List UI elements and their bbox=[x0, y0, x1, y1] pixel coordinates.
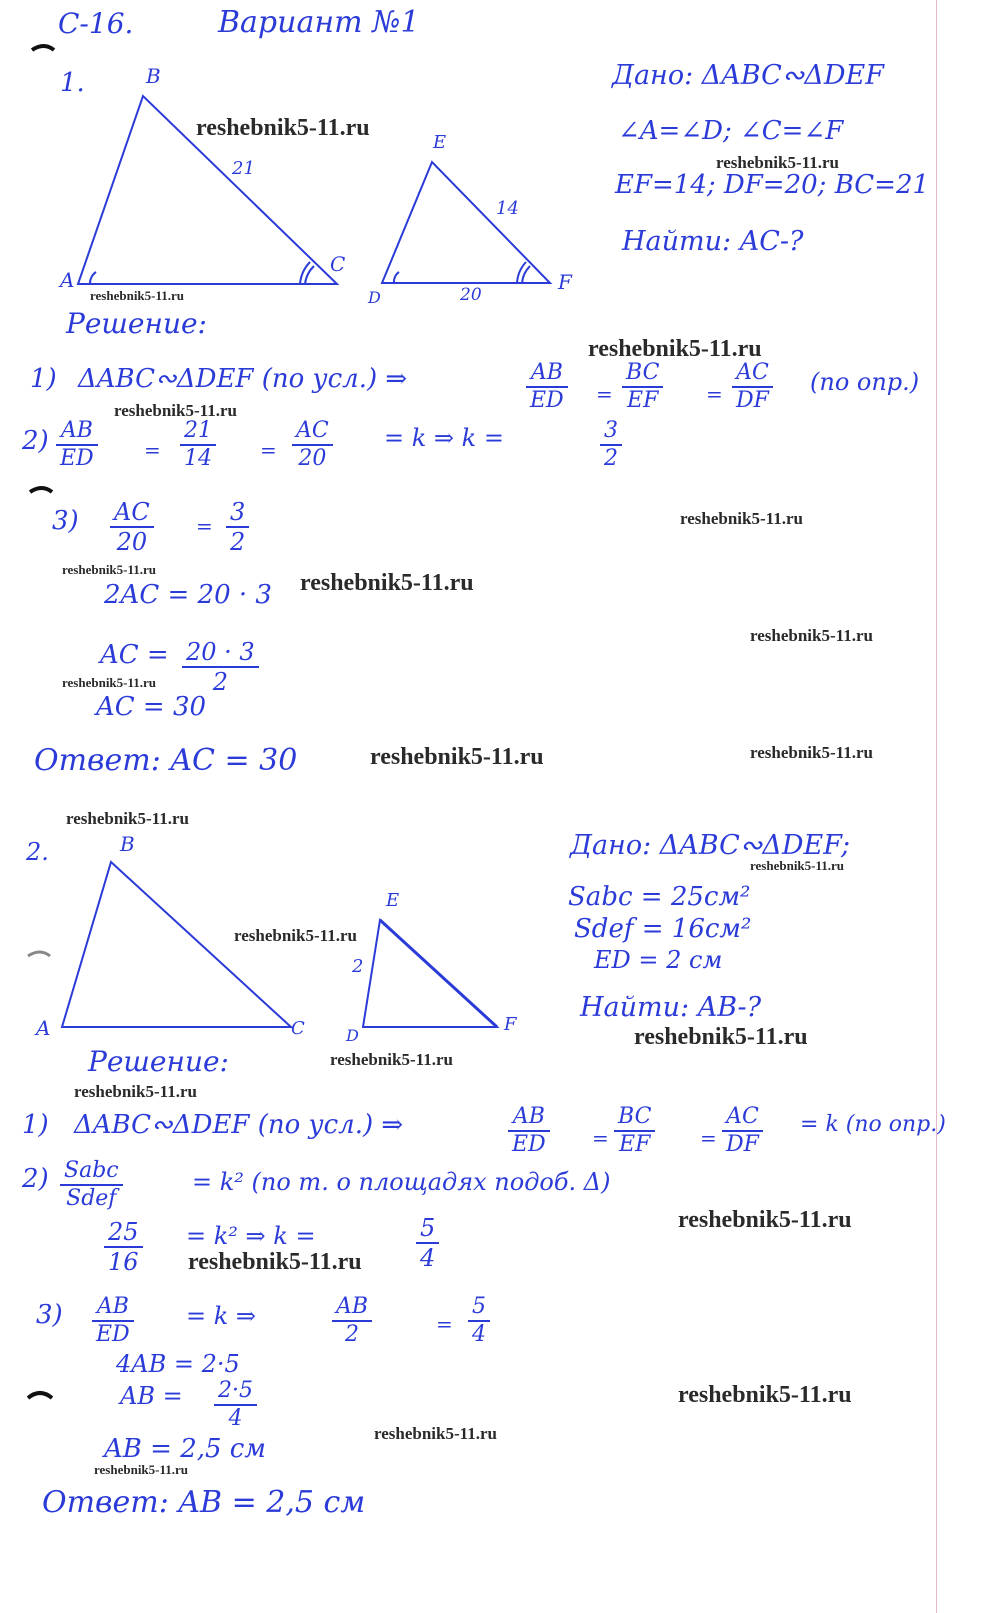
watermark: reshebnik5-11.ru bbox=[716, 153, 839, 172]
watermark: reshebnik5-11.ru bbox=[234, 926, 357, 945]
watermark: reshebnik5-11.ru bbox=[680, 509, 803, 528]
watermark: reshebnik5-11.ru bbox=[588, 336, 762, 362]
p1-side-bc: 21 bbox=[232, 158, 255, 179]
p1-solution-title: Решение: bbox=[66, 307, 207, 340]
p2-step2-frac1: Sabc Sdef bbox=[60, 1160, 123, 1210]
p1-step2-frac1: AB ED bbox=[56, 420, 98, 470]
p2-vertex-b: B bbox=[120, 832, 135, 856]
watermark: reshebnik5-11.ru bbox=[750, 626, 873, 645]
p1-step1-label: 1) bbox=[30, 364, 57, 394]
p1-step2-frac4: 3 2 bbox=[600, 420, 622, 470]
p2-step2-frac2: 25 16 bbox=[104, 1220, 143, 1274]
p2-step3-line4: AB = 2,5 см bbox=[104, 1434, 266, 1464]
p2-step3-line3-prefix: AB = bbox=[120, 1382, 183, 1410]
problem2-number: 2. bbox=[26, 838, 49, 866]
p2-given-s2: Sdef = 16см² bbox=[574, 914, 752, 944]
p1-given-angles: ∠A=∠D; ∠C=∠F bbox=[618, 116, 844, 146]
p1-step3-label: 3) bbox=[52, 506, 79, 536]
watermark: reshebnik5-11.ru bbox=[94, 1462, 189, 1477]
p2-given-title: Дано: ΔABC∾ΔDEF; bbox=[570, 830, 851, 861]
p1-given-title: Дано: ΔABC∾ΔDEF bbox=[612, 60, 884, 91]
p2-vertex-c: C bbox=[291, 1018, 305, 1039]
p2-step2-frac3: 5 4 bbox=[416, 1216, 439, 1270]
p2-solution-title: Решение: bbox=[88, 1045, 229, 1078]
p2-vertex-d: D bbox=[346, 1026, 359, 1045]
p2-step2-label: 2) bbox=[22, 1164, 49, 1194]
p1-vertex-b: B bbox=[146, 64, 161, 88]
p2-step2-eq: = k² (по т. о площадях подоб. Δ) bbox=[192, 1168, 611, 1196]
p1-side-df: 20 bbox=[460, 285, 482, 305]
watermark: reshebnik5-11.ru bbox=[74, 1082, 197, 1101]
p2-find: Найти: AB-? bbox=[580, 992, 762, 1023]
watermark: reshebnik5-11.ru bbox=[678, 1382, 852, 1408]
p2-step1-suffix: = k (по опр.) bbox=[800, 1112, 946, 1137]
p2-step3-frac4: 2·5 4 bbox=[214, 1380, 257, 1430]
watermark: reshebnik5-11.ru bbox=[374, 1424, 497, 1443]
p2-side-de: 2 bbox=[352, 956, 364, 977]
p2-vertex-f: F bbox=[504, 1014, 517, 1035]
watermark: reshebnik5-11.ru bbox=[370, 744, 544, 770]
p2-step1-frac2: BC EF bbox=[614, 1106, 655, 1156]
scan-mark bbox=[30, 488, 52, 492]
p1-step3-line4: AC = 30 bbox=[96, 692, 207, 722]
p2-step1-eq1: = bbox=[592, 1126, 609, 1150]
p1-vertex-a: A bbox=[60, 268, 75, 292]
p2-step1-label: 1) bbox=[22, 1110, 49, 1140]
p2-answer: Ответ: AB = 2,5 см bbox=[42, 1485, 366, 1520]
p1-vertex-c: C bbox=[330, 252, 346, 276]
p2-step1-frac3: AC DF bbox=[722, 1106, 763, 1156]
p1-step3-frac2: 3 2 bbox=[226, 500, 249, 554]
header-variant: Вариант №1 bbox=[218, 5, 420, 40]
p2-step1-text: ΔABC∾ΔDEF (по усл.) ⇒ bbox=[74, 1110, 404, 1140]
p1-step1-frac3: AC DF bbox=[732, 362, 773, 412]
watermark: reshebnik5-11.ru bbox=[66, 809, 189, 828]
p1-step1-eq1: = bbox=[596, 382, 613, 406]
watermark: reshebnik5-11.ru bbox=[300, 570, 474, 596]
p1-vertex-f: F bbox=[558, 270, 572, 294]
p2-step3-frac2: AB 2 bbox=[332, 1296, 372, 1346]
p2-step3-eq1: = k ⇒ bbox=[186, 1302, 257, 1330]
p1-step2-eq2: = bbox=[260, 438, 277, 462]
p1-step1-frac1: AB ED bbox=[526, 362, 568, 412]
watermark: reshebnik5-11.ru bbox=[114, 401, 237, 420]
p1-step3-frac1: AC 20 bbox=[110, 500, 154, 554]
scan-mark bbox=[28, 952, 50, 956]
p2-step3-frac1: AB ED bbox=[92, 1296, 134, 1346]
watermark: reshebnik5-11.ru bbox=[62, 675, 157, 690]
p1-step2-frac2: 21 14 bbox=[180, 420, 216, 470]
watermark: reshebnik5-11.ru bbox=[188, 1249, 362, 1275]
p2-step3-eq2: = bbox=[436, 1312, 453, 1336]
p1-side-ef: 14 bbox=[496, 198, 519, 219]
p1-step1-frac2: BC EF bbox=[622, 362, 663, 412]
p1-step2-frac3: AC 20 bbox=[292, 420, 333, 470]
p2-step2-eq2: = k² ⇒ k = bbox=[186, 1222, 316, 1250]
p2-step3-label: 3) bbox=[36, 1300, 63, 1330]
p2-step1-eq2: = bbox=[700, 1126, 717, 1150]
p1-step2-eq3: = k ⇒ k = bbox=[384, 424, 504, 452]
watermark: reshebnik5-11.ru bbox=[750, 743, 873, 762]
header-code: С-16. bbox=[58, 7, 134, 40]
p1-step3-frac3: 20 · 3 2 bbox=[182, 640, 259, 694]
p1-find: Найти: AC-? bbox=[622, 226, 804, 257]
p2-step3-frac3: 5 4 bbox=[468, 1296, 490, 1346]
p1-step1-eq2: = bbox=[706, 382, 723, 406]
p1-given-sides: EF=14; DF=20; BC=21 bbox=[615, 170, 930, 200]
watermark: reshebnik5-11.ru bbox=[90, 288, 185, 303]
p2-step3-line2: 4AB = 2·5 bbox=[116, 1350, 240, 1378]
problem1-number: 1. bbox=[60, 68, 85, 98]
scan-mark bbox=[32, 46, 54, 50]
p2-vertex-a: A bbox=[36, 1016, 51, 1040]
p2-given-ed: ED = 2 см bbox=[594, 946, 723, 974]
p1-step3-eq: = bbox=[196, 514, 213, 538]
watermark: reshebnik5-11.ru bbox=[330, 1050, 453, 1069]
watermark: reshebnik5-11.ru bbox=[62, 562, 157, 577]
p1-step2-eq1: = bbox=[144, 438, 161, 462]
p1-step3-line2: 2AC = 20 · 3 bbox=[104, 580, 272, 610]
scan-mark bbox=[28, 1393, 52, 1398]
p2-vertex-e: E bbox=[386, 890, 400, 911]
watermark: reshebnik5-11.ru bbox=[678, 1207, 852, 1233]
p1-vertex-e: E bbox=[433, 132, 447, 153]
watermark: reshebnik5-11.ru bbox=[196, 115, 370, 141]
p1-vertex-d: D bbox=[368, 288, 381, 307]
p1-step1-suffix: (по опр.) bbox=[810, 368, 920, 396]
p2-step1-frac1: AB ED bbox=[508, 1106, 550, 1156]
p1-step3-line3-prefix: AC = bbox=[100, 640, 169, 670]
p1-step1-text: ΔABC∾ΔDEF (по усл.) ⇒ bbox=[78, 364, 408, 394]
watermark: reshebnik5-11.ru bbox=[634, 1024, 808, 1050]
watermark: reshebnik5-11.ru bbox=[750, 858, 845, 873]
p2-given-s1: Sabc = 25см² bbox=[568, 882, 751, 912]
p1-answer: Ответ: AC = 30 bbox=[34, 743, 298, 778]
p1-step2-label: 2) bbox=[22, 426, 49, 456]
